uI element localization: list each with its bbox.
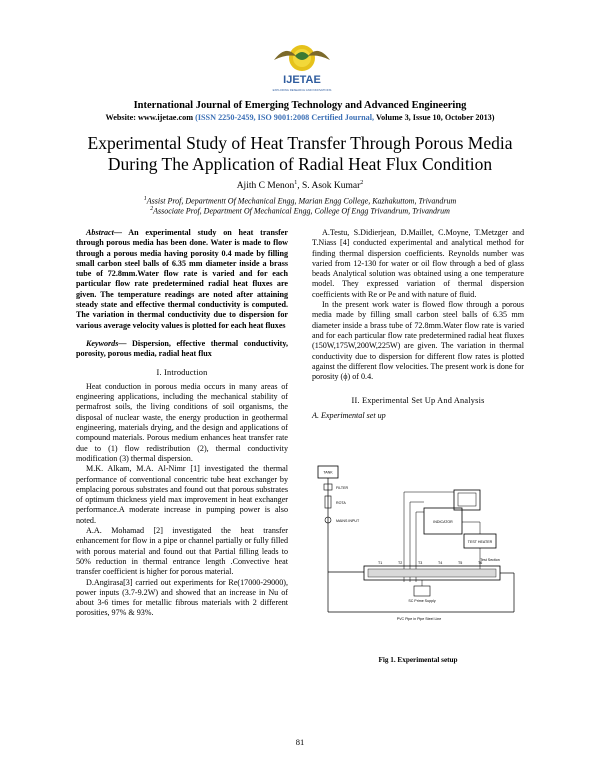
intro-paragraph-2: M.K. Alkam, M.A. Al-Nimr [1] investigated the thermal performance of conventional concentric tube heat exchanger by emplacing porous substrates and found out that porous substrates of optimum thickness yield max improvement in heat exchanger performance.A moderate increase in pumping power is also noted. — [76, 464, 288, 525]
right-column — [312, 228, 524, 427]
section-heading-setup: II. Experimental Set Up And Analysis — [351, 396, 485, 406]
svg-text:T6: T6 — [478, 561, 483, 565]
journal-title: International Journal of Emerging Technology and Advanced Engineering — [133, 100, 467, 111]
right-paragraph-2: In the present work water is flowed flow through a porous media made by filling small carbon steel balls of 6.35 mm diameter inside a brass tube of 72.8mm.Water flow rate is varied and for each particular flow rate predetermined radial heat fluxes (150W,175W,200W,225W) are given. The variation in thermal conductivity due to dispersion for different flow rates is plotted against the different flow velocities. The present work is done for porosity (ϕ) of 0.4. — [312, 300, 524, 382]
keywords: Keywords— Dispersion, effective thermal conductivity, porosity, porous media, radial heat flux — [76, 338, 288, 359]
svg-text:INDICATOR: INDICATOR — [433, 520, 453, 524]
author-2: , S. Asok Kumar — [297, 181, 361, 192]
svg-text:TEST HEATER: TEST HEATER — [467, 540, 493, 544]
left-column — [76, 228, 288, 619]
abstract: Abstract— An experimental study on heat transfer through porous media has been done. Water is made to flow through a porous media having porosity 0.4 made by filling small carbon steel balls of 6.35 mm diameter inside a brass tube of 72.8mm.Water flow rate is varied and for each particular flow rate predetermined radial heat fluxes are given. The temperature readings are noted after attaining steady state and effective thermal conductivity is computed. The variation in thermal conductivity due to dispersion for various average velocity values is plotted for each heat fluxes — [76, 228, 288, 330]
figure-caption: Fig 1. Experimental setup — [378, 656, 458, 664]
logo-text: IJETAE — [283, 74, 321, 86]
svg-text:SC Prime Supply: SC Prime Supply — [408, 599, 436, 603]
author-1-sup: 1 — [294, 180, 298, 186]
intro-paragraph-1: Heat conduction in porous media occurs in many areas of engineering applications, including the mechanical stability of permafrost soils, the living conditions of soil organisms, the disposal of nuclear waste, the energy production in geothermal engineering, materials drying, and the design and applications of compound materials. Porous medium enhances heat transfer rate due to (1) flow redistribution (2), thermal conductivity modification (3) thermal dispersion. — [76, 381, 288, 463]
issn-text: (ISSN 2250-2459, ISO 9001:2008 Certified Journal, — [195, 113, 375, 122]
author-1: Ajith C Menon — [236, 181, 295, 192]
website-text: Website: www.ijetae.com — [105, 113, 196, 122]
pump-icon — [414, 586, 430, 596]
volume-text: Volume 3, Issue 10, October 2013) — [374, 113, 495, 122]
affiliation-2: $^2$Associate Prof, Department Of Mechanical Engg, College Of Engg Trivandrum, Trivandrum — [150, 206, 450, 216]
svg-text:T2: T2 — [398, 561, 403, 565]
svg-text:TANK: TANK — [323, 470, 333, 475]
affiliation-1: $^1$Assist Prof, Departmentt Of Mechanical Engg, Marian Engg College, Kazhakuttom, Trivandrum — [143, 196, 457, 206]
right-paragraph-1: A.Testu, S.Didierjean, D.Maillet, C.Moyne, T.Metzger and T.Niass [4] conducted experimental and analytical method for finding thermal dispersion coefficients. Reynolds number was varied from 12-130 for water or oil flow through a bed of glass beads Analytical solution was obtained using a one temperature model. They expressed variation of thermal dispersion coefficients with Re or Pe and with nature of fluid. — [312, 228, 524, 299]
logo-tagline: EXPLORING RESEARCH AND INNOVATIONS — [272, 88, 332, 92]
svg-text:T5: T5 — [458, 561, 463, 565]
svg-text:T3: T3 — [418, 561, 423, 565]
paper-title-line-2: During The Application of Radial Heat Flux Condition — [107, 154, 493, 174]
intro-paragraph-3: A.A. Mohamad [2] investigated the heat transfer enhancement for flow in a pipe or channel partially or fully filled with porous material and found out that Partial filling leads to 50% reduction in thermal entrance length .Convective heat transfer coefficient is higher for porous material. — [76, 526, 288, 577]
svg-text:FILTER: FILTER — [336, 486, 349, 490]
section-heading-introduction: I. Introduction — [156, 367, 208, 377]
svg-text:MAINS INPUT: MAINS INPUT — [336, 519, 360, 523]
svg-text:T4: T4 — [438, 561, 443, 565]
subsection-heading-setup: A. Experimental set up — [312, 410, 386, 420]
author-2-sup: 2 — [360, 180, 364, 186]
svg-text:T1: T1 — [378, 561, 383, 565]
paper-title — [0, 133, 600, 175]
experimental-setup-figure — [314, 462, 524, 642]
author-line — [0, 180, 600, 191]
paper-title-line-1: Experimental Study of Heat Transfer Through Porous Media — [87, 133, 513, 153]
svg-text:ROTA: ROTA — [336, 501, 346, 505]
page-number: 81 — [295, 737, 305, 747]
journal-logo — [270, 38, 334, 94]
intro-paragraph-4: D.Angirasa[3] carried out experiments for Re(17000-29000), power inputs (3.7-9.2W) and showed that an increase in Nu of about 3-6 times for metallic fibrous materials with 2 different porosities, 97% & 93%. — [76, 577, 288, 618]
svg-text:Test Section: Test Section — [480, 558, 500, 562]
svg-text:PVC Pipe in Pipe Steel Line: PVC Pipe in Pipe Steel Line — [396, 617, 442, 621]
website-line — [0, 113, 600, 122]
